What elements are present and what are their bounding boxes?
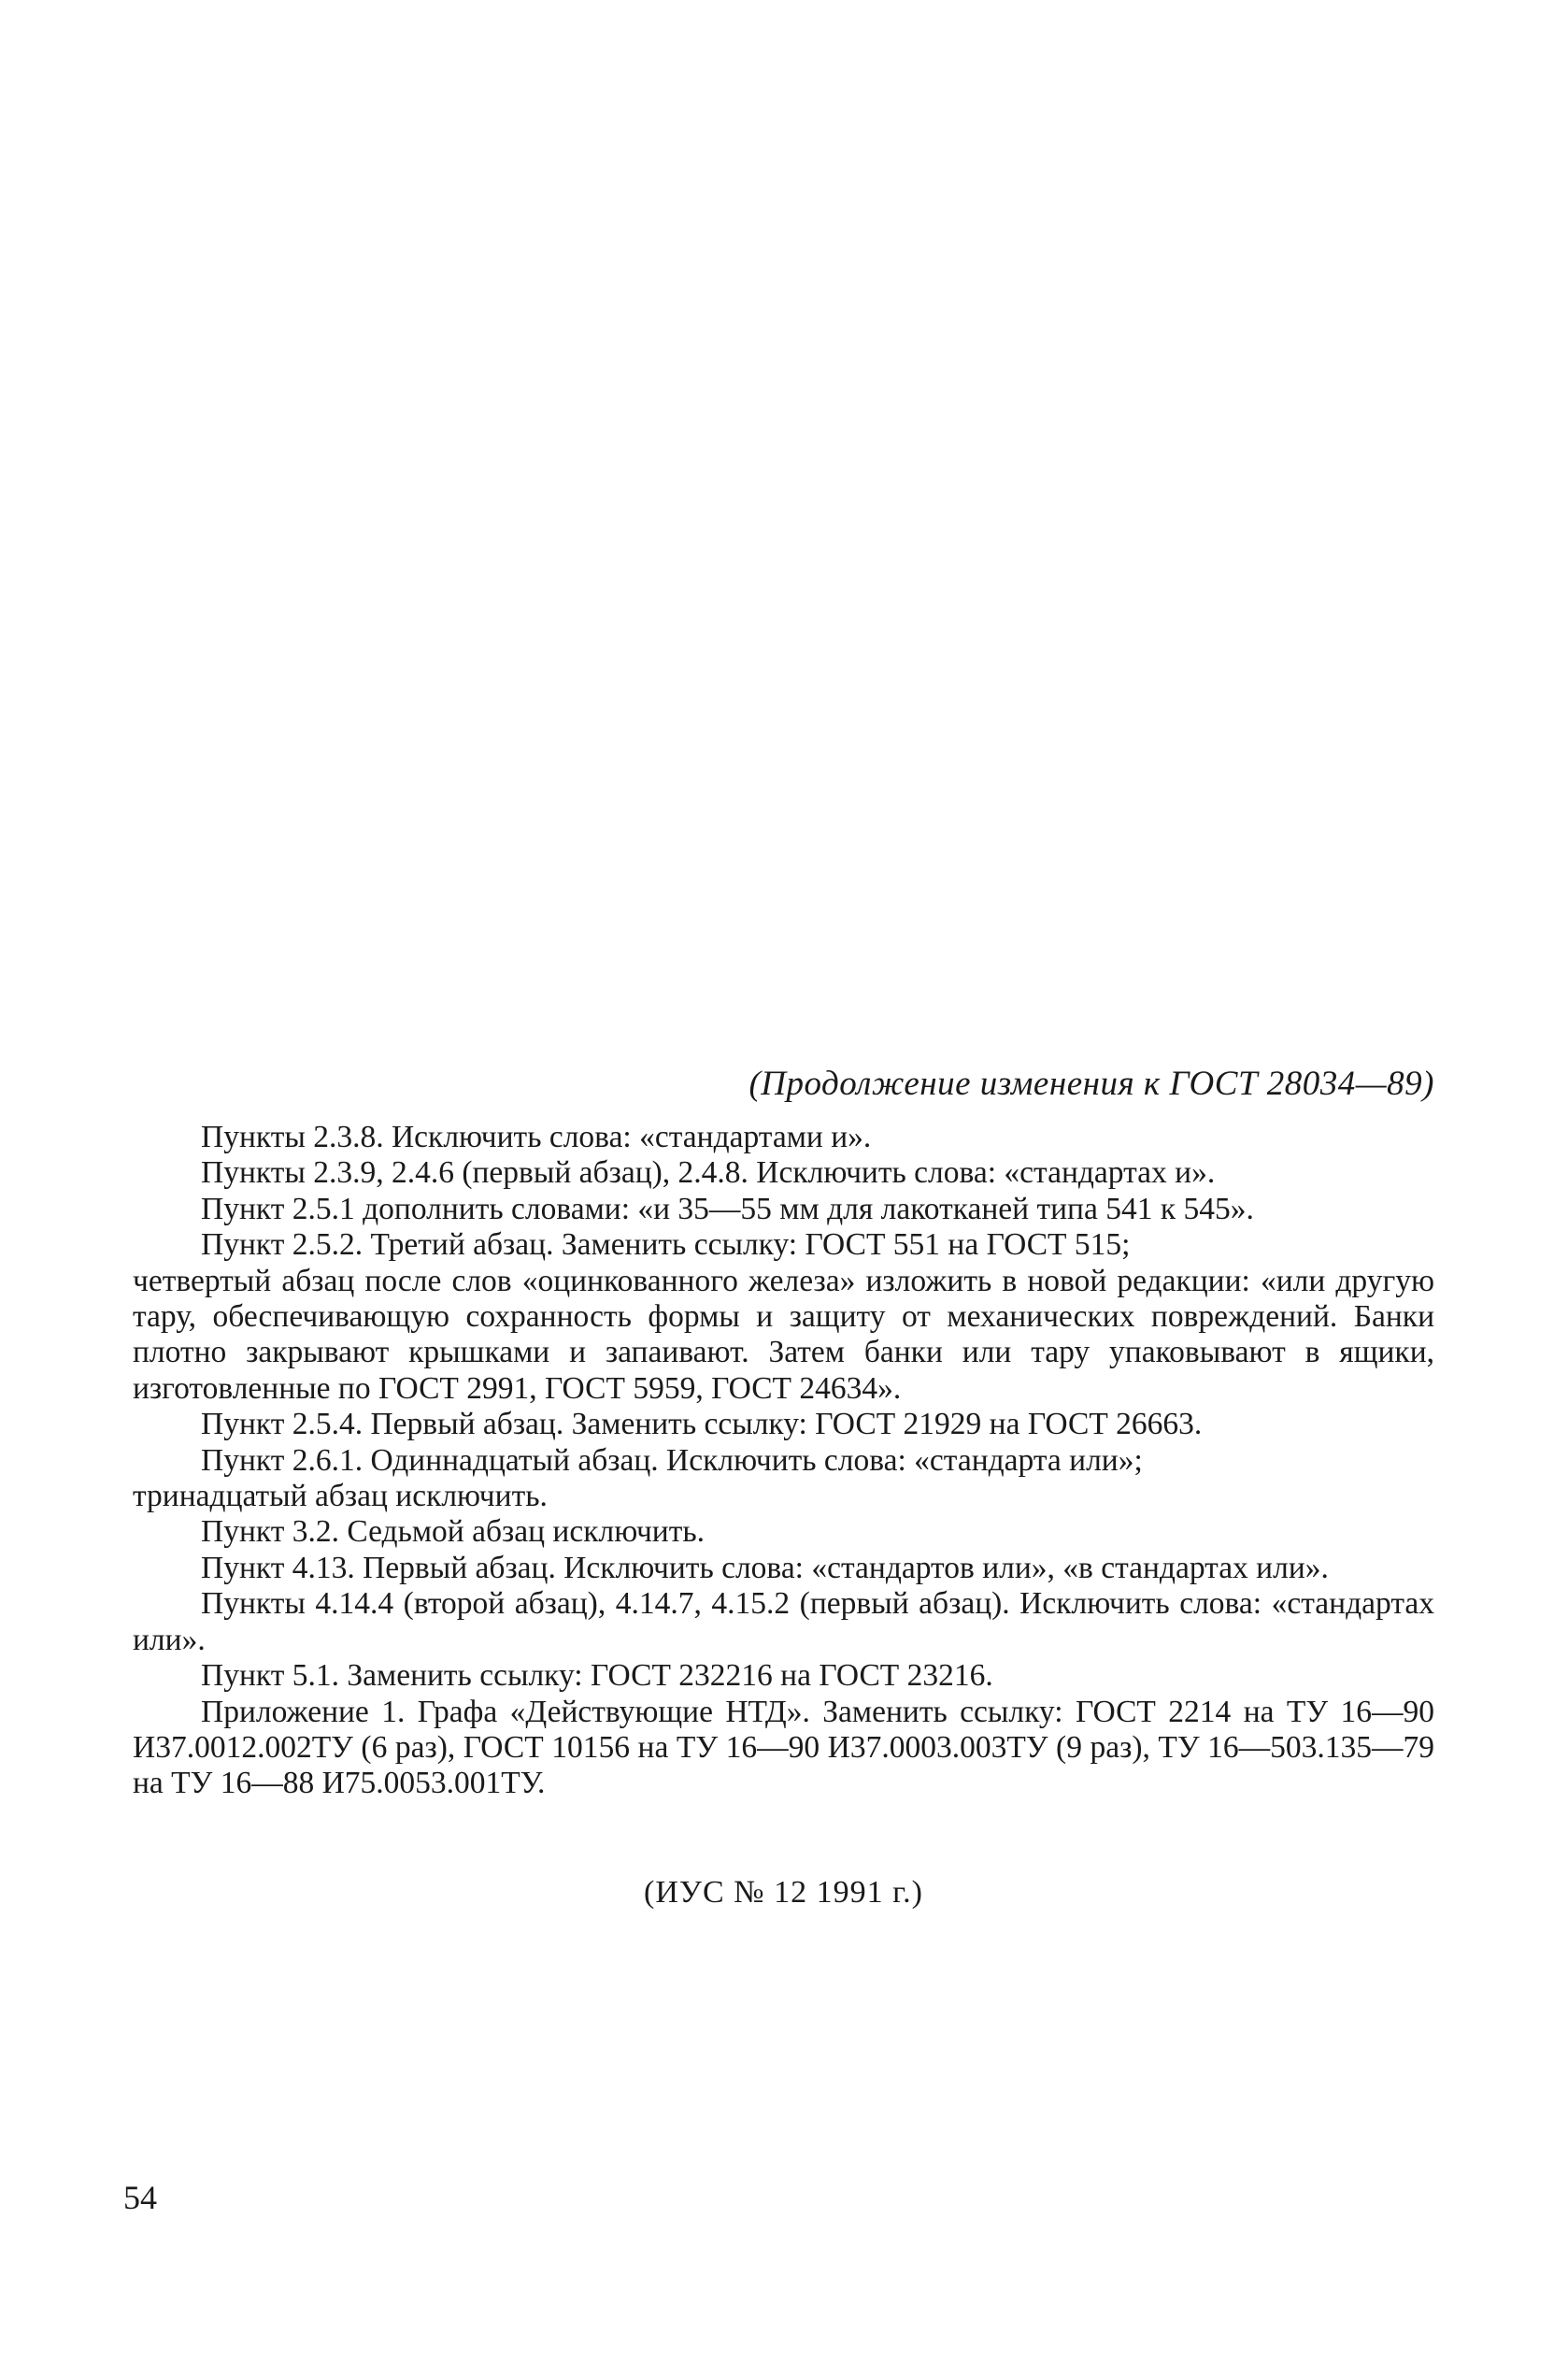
- source-note: (ИУС № 12 1991 г.): [644, 1875, 923, 1910]
- paragraph: Пункты 2.3.8. Исключить слова: «стандартами и».: [201, 1120, 872, 1154]
- paragraph: Пункт 3.2. Седьмой абзац исключить.: [201, 1514, 706, 1550]
- paragraph: Пункт 2.5.1 дополнить словами: «и 35—55 мм для лакотканей типа 541 к 545».: [201, 1191, 1254, 1226]
- paragraph: Пункт 4.13. Первый абзац. Исключить слова: «стандартов или», «в стандартах или».: [201, 1550, 1329, 1585]
- paragraph: Пункт 5.1. Заменить ссылку: ГОСТ 232216 на ГОСТ 23216.: [201, 1658, 993, 1694]
- amendment-text: [133, 1120, 1434, 1802]
- continuation-header: (Продолжение изменения к ГОСТ 28034—89): [748, 1065, 1434, 1103]
- page-number: 54: [123, 2179, 157, 2216]
- paragraph: Приложение 1. Графа «Действующие НТД». Заменить ссылку: ГОСТ 2214 на ТУ 16—90 И37.0012.002ТУ (6 раз), ГОСТ 10156 на ТУ 16—90 И37.0003.003ТУ (9 раз), ТУ 16—503.135—79 на ТУ 16—88 И75.0053.001ТУ.: [133, 1694, 1434, 1801]
- paragraph: тринадцатый абзац исключить.: [133, 1479, 548, 1514]
- paragraph: Пункт 2.5.2. Третий абзац. Заменить ссылку: ГОСТ 551 на ГОСТ 515;: [201, 1227, 1131, 1263]
- paragraph: Пункт 2.6.1. Одиннадцатый абзац. Исключить слова: «стандарта или»;: [201, 1442, 1143, 1478]
- paragraph: Пункт 2.5.4. Первый абзац. Заменить ссылку: ГОСТ 21929 на ГОСТ 26663.: [201, 1407, 1203, 1442]
- paragraph: Пункты 2.3.9, 2.4.6 (первый абзац), 2.4.8. Исключить слова: «стандартах и».: [201, 1155, 1216, 1191]
- paragraph: четвертый абзац после слов «оцинкованного железа» изложить в новой редакции: «или другую тару, обеспечивающую сохранность формы и защиту от механических повреждений. Банки плотно закрывают крышками и запаивают. Затем банки или тару упаковывают в ящики, изготовленные по ГОСТ 2991, ГОСТ 5959, ГОСТ 24634».: [133, 1263, 1434, 1406]
- paragraph: Пункты 4.14.4 (второй абзац), 4.14.7, 4.15.2 (первый абзац). Исключить слова: «стандартах или».: [133, 1586, 1434, 1657]
